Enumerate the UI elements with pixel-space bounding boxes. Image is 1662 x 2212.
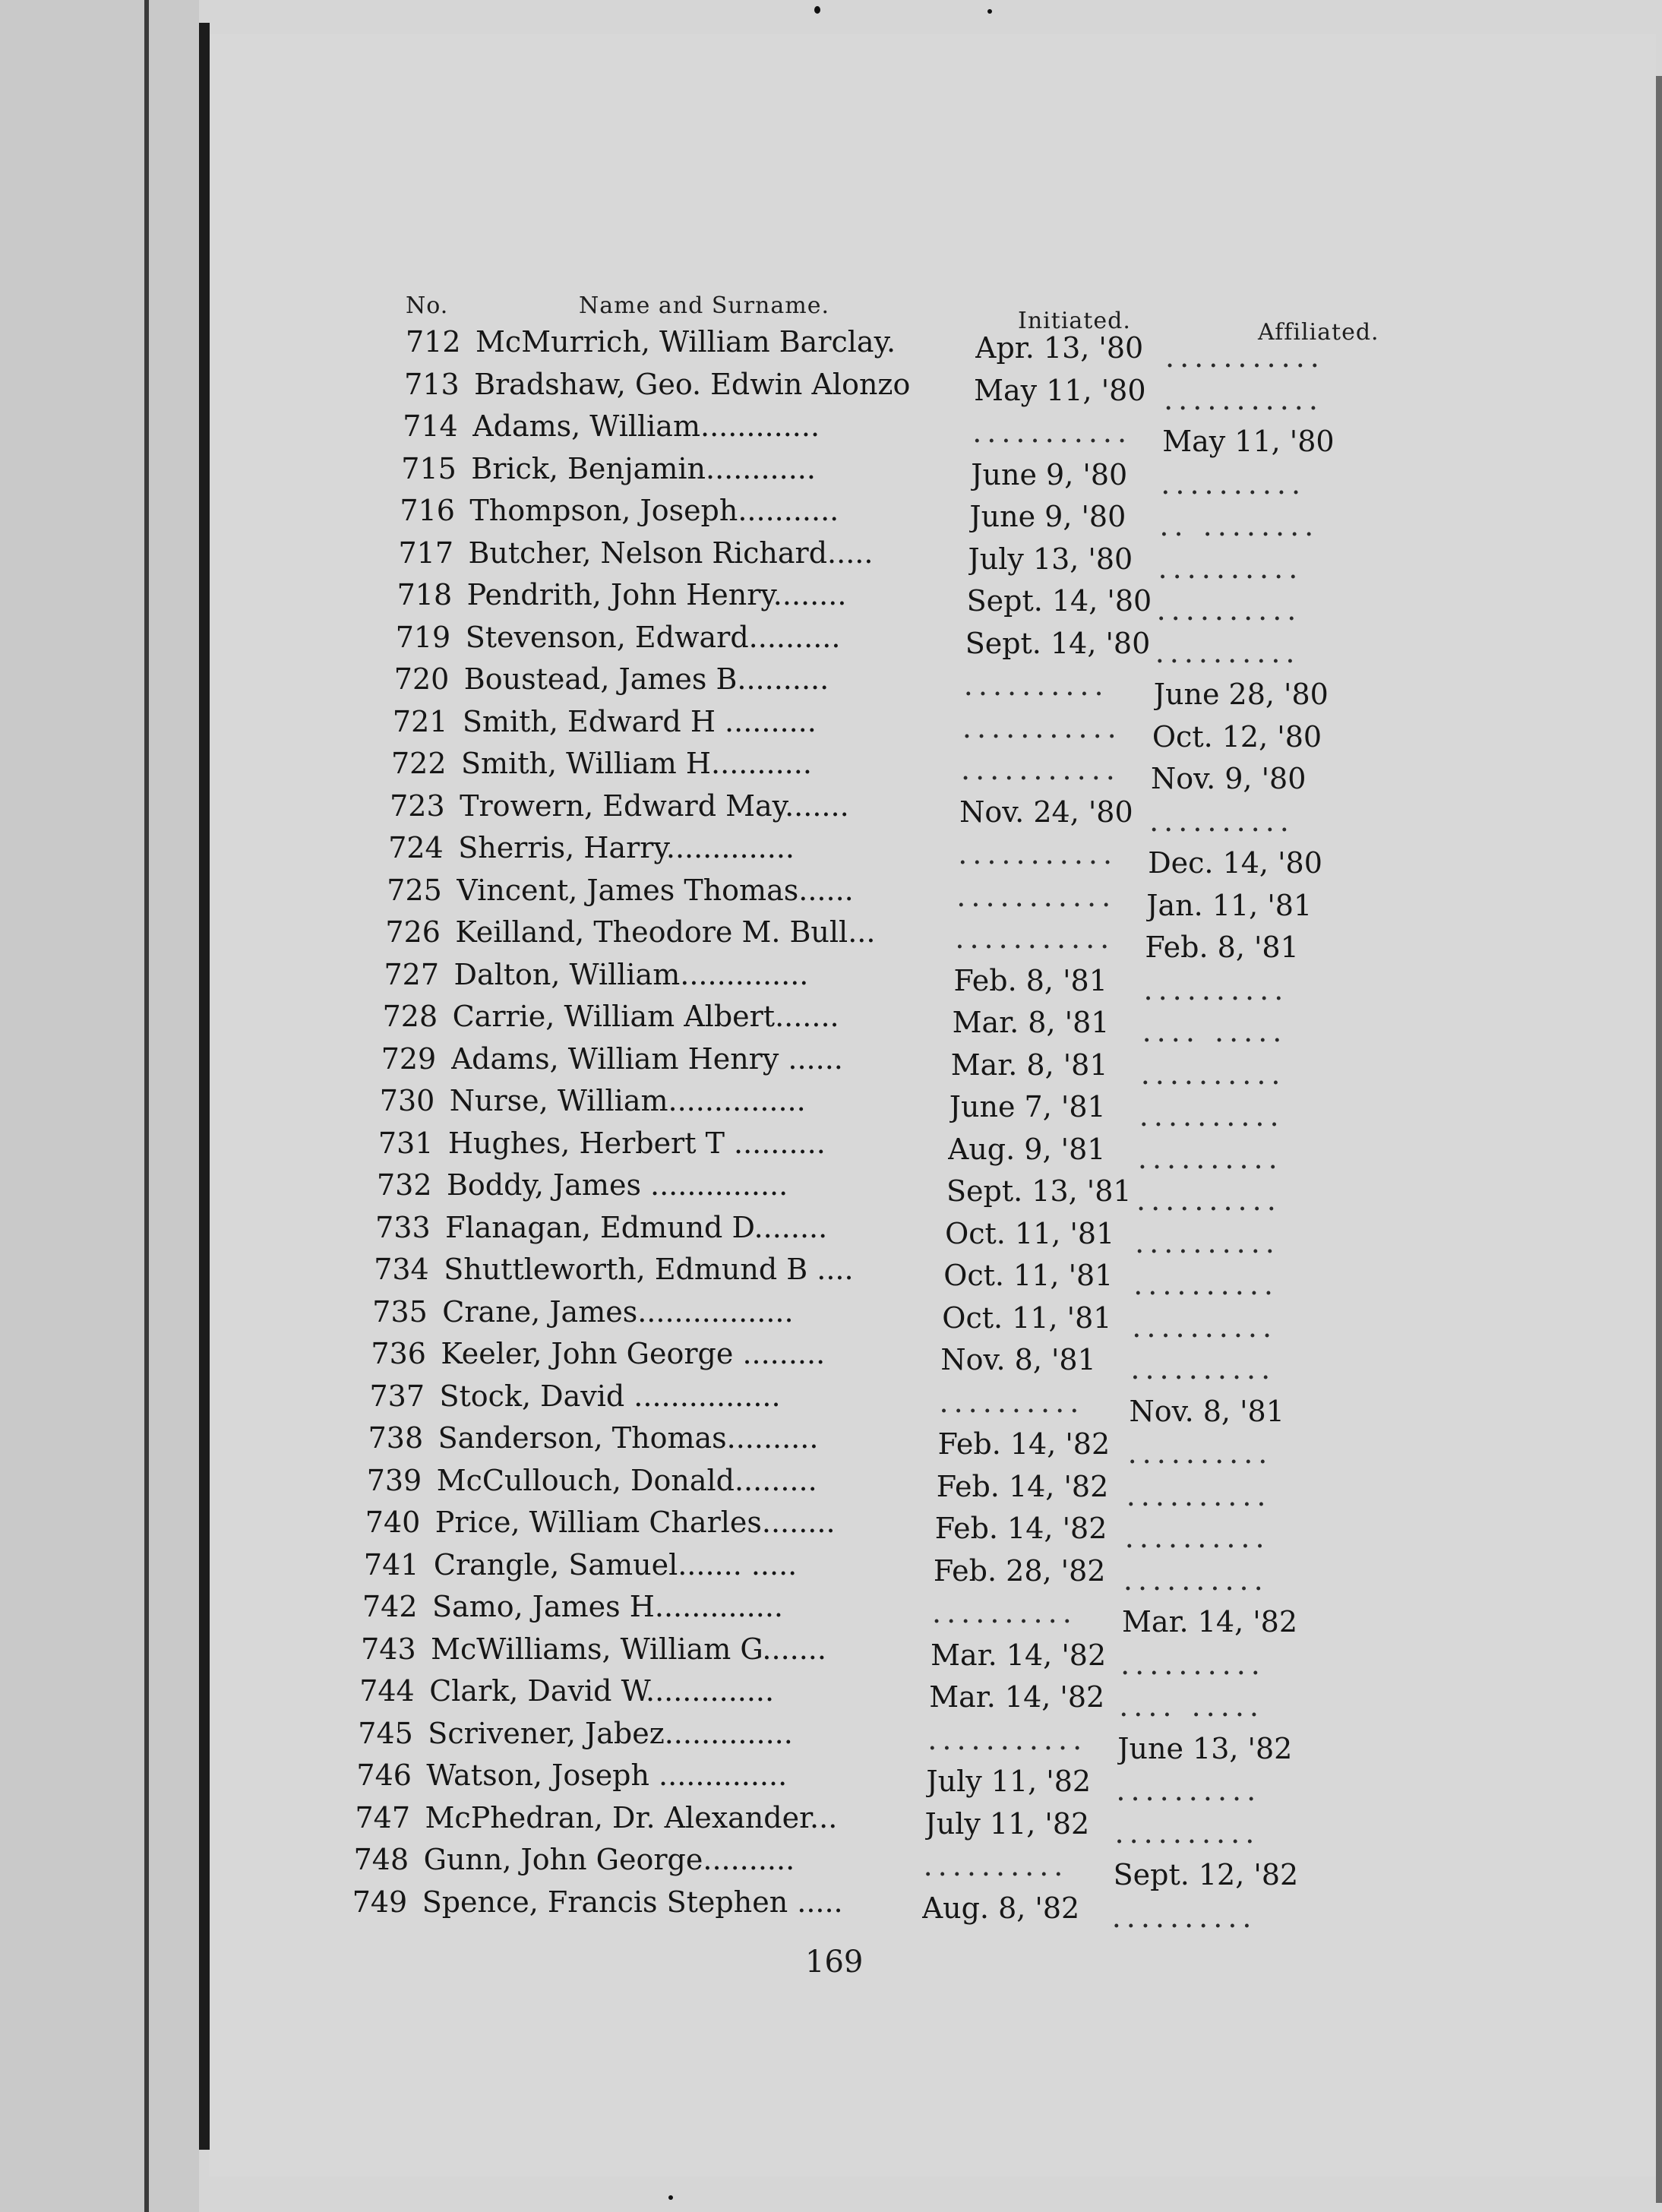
member-number: 722 (391, 747, 447, 780)
initiated-date: Oct. 11, '81 (945, 1216, 1115, 1250)
left-page-edge (0, 0, 199, 2212)
table-row (355, 1800, 1343, 1850)
initiated-date: .......... (923, 1849, 1069, 1882)
member-number: 712 (406, 325, 461, 359)
dust-speck (668, 2195, 673, 2200)
header-affiliated: Affiliated. (1258, 319, 1379, 346)
member-number: 724 (388, 831, 444, 864)
dust-speck (814, 6, 820, 14)
table-row (384, 957, 1372, 1006)
member-name: Hughes, Herbert T .......... (447, 1126, 826, 1160)
initiated-date: June 9, '80 (969, 500, 1126, 533)
table-row (397, 578, 1385, 627)
member-name: Clark, David W.............. (429, 1674, 775, 1708)
member-number: 717 (398, 536, 454, 570)
table-row (369, 1379, 1357, 1428)
initiated-date: June 9, '80 (971, 457, 1128, 491)
affiliated-date: .......... (1158, 551, 1303, 585)
initiated-date: ........... (955, 921, 1115, 955)
table-row (390, 788, 1377, 838)
book-gutter (199, 23, 210, 2150)
initiated-date: Sept. 13, '81 (946, 1174, 1132, 1208)
member-number: 737 (369, 1379, 425, 1413)
member-name: Smith, Edward H .......... (462, 704, 817, 738)
initiated-date: Mar. 14, '82 (931, 1638, 1107, 1672)
member-name: Brick, Benjamin............ (471, 451, 816, 485)
initiated-date: .......... (932, 1596, 1077, 1629)
table-row (362, 1590, 1350, 1638)
initiated-date: ........... (972, 416, 1133, 449)
affiliated-date: .......... (1120, 1647, 1265, 1681)
affiliated-date: .......... (1156, 593, 1302, 627)
member-number: 747 (355, 1800, 411, 1834)
initiated-date: Mar. 8, '81 (952, 1006, 1110, 1039)
header-number: No. (406, 292, 449, 319)
right-page-edge (1656, 76, 1662, 2203)
affiliated-date: Nov. 8, '81 (1129, 1394, 1284, 1428)
initiated-date: July 13, '80 (968, 542, 1133, 576)
member-name: Stock, David ................ (439, 1379, 781, 1413)
member-name: Pendrith, John Henry........ (466, 578, 847, 611)
member-number: 720 (393, 662, 450, 696)
member-number: 746 (356, 1759, 412, 1792)
table-row (393, 662, 1382, 711)
table-row (374, 1253, 1361, 1301)
initiated-date: Nov. 24, '80 (959, 795, 1133, 829)
member-number: 734 (374, 1253, 429, 1286)
initiated-date: Aug. 8, '82 (921, 1891, 1080, 1925)
affiliated-date: .......... (1139, 1099, 1284, 1133)
table-row (372, 1294, 1360, 1344)
affiliated-date: .... ..... (1142, 1015, 1288, 1048)
affiliated-date: .......... (1137, 1141, 1283, 1175)
table-row (365, 1506, 1353, 1554)
table-row (371, 1337, 1358, 1386)
affiliated-date: .... ..... (1119, 1689, 1264, 1723)
member-name: Shuttleworth, Edmund B .... (444, 1253, 854, 1286)
table-row (406, 325, 1393, 374)
member-name: Adams, William............. (472, 409, 820, 443)
member-number: 730 (379, 1084, 435, 1117)
table-row (401, 451, 1389, 501)
member-name: Crangle, Samuel....... ..... (433, 1547, 798, 1582)
member-name: Butcher, Nelson Richard..... (468, 536, 874, 570)
initiated-date: Feb. 14, '82 (936, 1469, 1109, 1503)
initiated-date: July 11, '82 (926, 1765, 1092, 1798)
table-row (382, 1000, 1370, 1048)
table-row (359, 1674, 1347, 1723)
member-number: 739 (366, 1463, 422, 1497)
member-number: 714 (403, 409, 458, 443)
member-number: 729 (381, 1041, 437, 1076)
member-number: 733 (375, 1210, 431, 1244)
affiliated-date: .......... (1136, 1183, 1281, 1217)
affiliated-date: .......... (1111, 1900, 1257, 1934)
table-row (385, 915, 1373, 964)
affiliated-date: May 11, '80 (1162, 425, 1335, 458)
member-name: Sanderson, Thomas.......... (438, 1421, 819, 1455)
affiliated-date: .......... (1140, 1057, 1286, 1091)
affiliated-date: Sept. 12, '82 (1113, 1858, 1299, 1891)
initiated-date: Oct. 11, '81 (943, 1259, 1114, 1292)
header-initiated: Initiated. (1018, 308, 1131, 334)
member-number: 748 (353, 1843, 409, 1876)
member-name: Smith, William H........... (461, 747, 812, 780)
member-name: Flanagan, Edmund D........ (445, 1210, 828, 1244)
header-name: Name and Surname. (579, 292, 829, 319)
initiated-date: May 11, '80 (974, 373, 1146, 407)
affiliated-date: .......... (1133, 1268, 1278, 1301)
table-row (392, 704, 1380, 754)
table-row (378, 1126, 1366, 1175)
affiliated-date: .......... (1155, 635, 1300, 669)
affiliated-date: June 13, '82 (1117, 1731, 1293, 1765)
member-number: 713 (404, 367, 460, 401)
member-name: Nurse, William............... (449, 1084, 806, 1117)
initiated-date: ........... (962, 710, 1122, 744)
member-name: Samo, James H.............. (432, 1590, 783, 1623)
table-row (387, 873, 1374, 922)
table-row (403, 409, 1390, 458)
member-number: 740 (365, 1506, 421, 1539)
affiliated-date: .......... (1130, 1352, 1276, 1386)
initiated-date: June 7, '81 (949, 1090, 1106, 1123)
member-name: Price, William Charles........ (434, 1506, 836, 1539)
page-number: 169 (805, 1945, 864, 1980)
member-number: 728 (382, 1000, 438, 1033)
affiliated-date: .......... (1127, 1436, 1273, 1470)
member-number: 723 (390, 788, 445, 823)
initiated-date: Feb. 8, '81 (953, 963, 1107, 997)
member-name: Vincent, James Thomas...... (457, 873, 854, 907)
table-row (352, 1885, 1340, 1934)
member-number: 726 (385, 915, 441, 949)
member-number: 715 (401, 451, 457, 485)
member-number: 744 (359, 1674, 415, 1708)
initiated-date: Apr. 13, '80 (975, 331, 1144, 365)
initiated-date: July 11, '82 (924, 1806, 1090, 1841)
member-name: Boddy, James ............... (447, 1168, 788, 1202)
member-number: 738 (368, 1421, 424, 1455)
initiated-date: Feb. 14, '82 (934, 1512, 1107, 1545)
member-name: Gunn, John George.......... (423, 1843, 795, 1876)
initiated-date: ........... (961, 753, 1120, 786)
member-number: 735 (372, 1294, 428, 1329)
affiliated-date: .......... (1135, 1225, 1280, 1259)
member-number: 716 (400, 494, 455, 527)
member-number: 742 (362, 1590, 418, 1623)
affiliated-date: .......... (1114, 1815, 1260, 1850)
affiliated-date: Nov. 9, '80 (1151, 762, 1307, 795)
member-name: Spence, Francis Stephen ..... (422, 1885, 843, 1919)
member-number: 718 (397, 578, 453, 611)
member-name: Boustead, James B.......... (463, 662, 829, 696)
member-name: Sherris, Harry.............. (458, 831, 795, 864)
member-number: 719 (395, 620, 451, 654)
table-row (363, 1547, 1351, 1597)
affiliated-date: .......... (1143, 972, 1289, 1006)
member-name: McMurrich, William Barclay. (476, 325, 896, 359)
member-number: 732 (377, 1168, 432, 1202)
table-row (404, 367, 1392, 416)
table-row (395, 620, 1383, 669)
member-number: 749 (352, 1885, 408, 1919)
member-name: Stevenson, Edward.......... (465, 620, 841, 654)
member-name: Carrie, William Albert....... (452, 1000, 839, 1033)
member-name: Keilland, Theodore M. Bull... (455, 915, 876, 949)
initiated-date: Sept. 14, '80 (965, 626, 1151, 660)
initiated-date: Feb. 14, '82 (937, 1427, 1111, 1461)
member-number: 727 (384, 957, 440, 991)
affiliated-date: Oct. 12, '80 (1152, 719, 1322, 754)
affiliated-date: Mar. 14, '82 (1122, 1605, 1298, 1638)
member-name: Scrivener, Jabez.............. (428, 1716, 793, 1750)
initiated-date: Oct. 11, '81 (942, 1300, 1112, 1335)
initiated-date: .......... (939, 1385, 1085, 1419)
affiliated-date: June 28, '80 (1153, 678, 1329, 711)
affiliated-date: .. ........ (1159, 509, 1319, 542)
affiliated-date: Dec. 14, '80 (1148, 846, 1322, 880)
initiated-date: .......... (963, 668, 1109, 702)
initiated-date: ........... (958, 837, 1118, 871)
member-number: 743 (361, 1632, 416, 1666)
member-name: Watson, Joseph .............. (426, 1759, 788, 1792)
member-name: Trowern, Edward May....... (460, 788, 849, 823)
table-row (358, 1716, 1345, 1765)
table-row (377, 1168, 1364, 1217)
left-page-border (144, 0, 149, 2212)
initiated-date: Mar. 8, '81 (950, 1048, 1108, 1082)
member-name: McWilliams, William G....... (431, 1632, 826, 1666)
table-row (391, 747, 1379, 795)
member-name: Crane, James................. (442, 1294, 794, 1329)
member-number: 741 (363, 1547, 419, 1582)
table-row (400, 494, 1387, 542)
affiliated-date: .......... (1132, 1310, 1278, 1344)
initiated-date: ........... (956, 879, 1117, 913)
member-name: McPhedran, Dr. Alexander... (425, 1800, 838, 1834)
initiated-date: Mar. 14, '82 (929, 1680, 1105, 1714)
member-name: Keeler, John George ......... (441, 1337, 826, 1370)
affiliated-date: ........... (1164, 382, 1323, 416)
initiated-date: ........... (927, 1722, 1088, 1756)
table-row (388, 831, 1376, 880)
member-number: 725 (387, 873, 442, 907)
table-row (375, 1210, 1363, 1259)
affiliated-date: .......... (1123, 1563, 1269, 1597)
table-row (398, 536, 1386, 585)
affiliated-date: .......... (1116, 1774, 1262, 1807)
affiliated-date: Feb. 8, '81 (1145, 931, 1299, 964)
member-name: McCullouch, Donald......... (436, 1463, 817, 1497)
table-row (361, 1632, 1348, 1681)
member-name: Dalton, William.............. (453, 957, 809, 991)
table-row (368, 1421, 1356, 1470)
member-number: 721 (392, 704, 448, 738)
affiliated-date: ........... (1165, 340, 1325, 374)
table-row (366, 1463, 1354, 1512)
member-number: 736 (371, 1337, 426, 1370)
initiated-date: Feb. 28, '82 (933, 1553, 1106, 1588)
affiliated-date: .......... (1126, 1478, 1272, 1512)
affiliated-date: .......... (1124, 1521, 1270, 1554)
member-name: Thompson, Joseph........... (469, 494, 839, 527)
member-number: 745 (358, 1716, 413, 1750)
initiated-date: Nov. 8, '81 (940, 1343, 1096, 1376)
member-number: 731 (378, 1126, 434, 1160)
table-row (379, 1084, 1367, 1133)
member-name: Adams, William Henry ...... (450, 1041, 843, 1076)
affiliated-date: .......... (1149, 804, 1294, 838)
member-name: Bradshaw, Geo. Edwin Alonzo (474, 367, 911, 401)
table-row (356, 1759, 1344, 1807)
table-row (353, 1843, 1341, 1891)
initiated-date: Sept. 14, '80 (966, 584, 1152, 618)
initiated-date: Aug. 9, '81 (947, 1132, 1106, 1166)
affiliated-date: Jan. 11, '81 (1146, 888, 1313, 922)
affiliated-date: .......... (1161, 466, 1307, 501)
dust-speck (987, 9, 992, 14)
table-row (381, 1041, 1369, 1091)
